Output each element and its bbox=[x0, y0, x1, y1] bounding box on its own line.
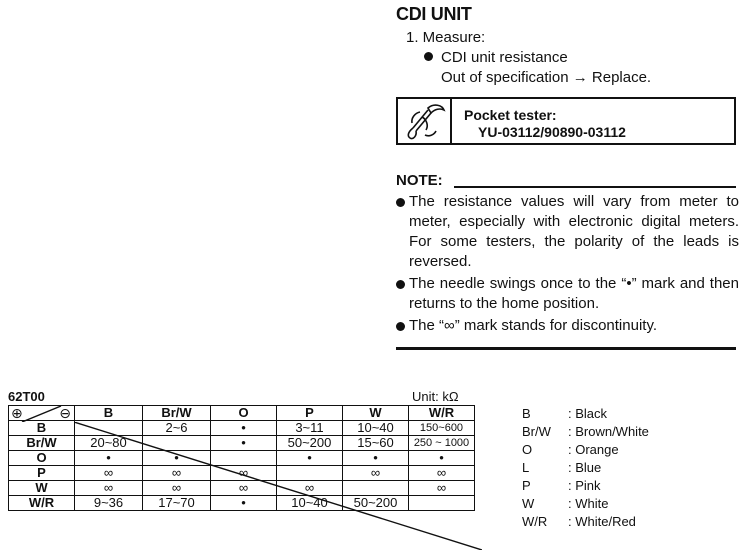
legend-item bbox=[522, 513, 649, 531]
bullet-dot-icon bbox=[396, 280, 405, 289]
legend-item bbox=[522, 459, 649, 477]
column-header: P bbox=[277, 406, 343, 421]
table-diagonal-line bbox=[74, 422, 482, 550]
column-header: W bbox=[343, 406, 409, 421]
color-legend bbox=[522, 405, 649, 531]
measure-bullet-text: CDI unit resistance bbox=[441, 49, 568, 66]
table-cell: 150~600 bbox=[409, 421, 475, 436]
legend-item bbox=[522, 495, 649, 513]
table-cell: 17~70 bbox=[143, 496, 211, 511]
table-cell: • bbox=[211, 496, 277, 511]
table-cell: 250 ~ 1000 bbox=[409, 436, 475, 451]
table-cell: • bbox=[277, 451, 343, 466]
unit-label: Unit: kΩ bbox=[412, 389, 459, 404]
note-item bbox=[396, 274, 738, 316]
bullet-dot-icon bbox=[424, 52, 433, 61]
table-cell: 2~6 bbox=[143, 421, 211, 436]
note-bottom-rule bbox=[396, 347, 736, 350]
tester-label: Pocket tester: bbox=[464, 107, 557, 123]
plus-lead-icon: ⊕ bbox=[11, 405, 23, 421]
note-divider bbox=[454, 186, 736, 188]
table-cell: 9~36 bbox=[75, 496, 143, 511]
column-header: W/R bbox=[409, 406, 475, 421]
row-header: W bbox=[9, 481, 75, 496]
table-cell: ∞ bbox=[277, 481, 343, 496]
pocket-tester-icon bbox=[398, 99, 452, 143]
section-title: CDI UNIT bbox=[396, 4, 472, 24]
minus-lead-icon: ⊖ bbox=[59, 405, 71, 421]
row-header: Br/W bbox=[9, 436, 75, 451]
table-cell: • bbox=[211, 421, 277, 436]
table-cell: • bbox=[409, 451, 475, 466]
legend-code: Br/W bbox=[522, 424, 551, 439]
table-cell: ∞ bbox=[211, 481, 277, 496]
table-cell: 10~40 bbox=[277, 496, 343, 511]
note-item-text: The needle swings once to the “•” mark and then returns to the home position. bbox=[409, 275, 739, 312]
table-cell: ∞ bbox=[409, 466, 475, 481]
table-cell: 50~200 bbox=[277, 436, 343, 451]
column-header: O bbox=[211, 406, 277, 421]
legend-code: O bbox=[522, 442, 533, 457]
table-cell: • bbox=[211, 436, 277, 451]
step-text: 1. Measure: bbox=[406, 29, 486, 46]
tester-box bbox=[396, 97, 736, 145]
legend-name: : Blue bbox=[568, 460, 602, 475]
table-header-row bbox=[9, 406, 475, 421]
table-cell: 3~11 bbox=[277, 421, 343, 436]
table-cell: 20~80 bbox=[75, 436, 143, 451]
table-cell: ∞ bbox=[409, 481, 475, 496]
table-cell: ∞ bbox=[143, 466, 211, 481]
row-header: B bbox=[9, 421, 75, 436]
polarity-cell bbox=[9, 406, 75, 421]
table-cell: 10~40 bbox=[343, 421, 409, 436]
note-item-text: The resistance values will vary from meter to meter, especially with electronic digital meters. For some testers, the polarity of the leads is reversed. bbox=[409, 193, 739, 270]
legend-code: W bbox=[522, 496, 535, 511]
note-item bbox=[396, 316, 738, 338]
column-header: B bbox=[75, 406, 143, 421]
measure-bullet bbox=[424, 49, 568, 66]
legend-item bbox=[522, 405, 649, 423]
table-cell: ∞ bbox=[343, 466, 409, 481]
legend-code: P bbox=[522, 478, 531, 493]
row-header: O bbox=[9, 451, 75, 466]
header-diagonal bbox=[9, 406, 75, 422]
model-code: 62T00 bbox=[8, 389, 45, 404]
legend-name: : White bbox=[568, 496, 609, 511]
bullet-dot-icon bbox=[396, 198, 405, 207]
legend-name: : Pink bbox=[568, 478, 601, 493]
legend-name: : Brown/White bbox=[568, 424, 649, 439]
table-cell: ∞ bbox=[75, 466, 143, 481]
legend-name: : Black bbox=[568, 406, 608, 421]
legend-item bbox=[522, 423, 649, 441]
legend-item bbox=[522, 441, 649, 459]
legend-code: L bbox=[522, 460, 530, 475]
legend-code: W/R bbox=[522, 514, 548, 529]
legend-code: B bbox=[522, 406, 531, 421]
table-cell: 15~60 bbox=[343, 436, 409, 451]
table-cell: • bbox=[143, 451, 211, 466]
column-header: Br/W bbox=[143, 406, 211, 421]
table-cell: ∞ bbox=[143, 481, 211, 496]
note-item-text: The “∞” mark stands for discontinuity. bbox=[409, 317, 657, 334]
table-cell: 50~200 bbox=[343, 496, 409, 511]
replace-instruction: Out of specification → Replace. bbox=[441, 69, 652, 86]
table-cell: • bbox=[343, 451, 409, 466]
row-header: W/R bbox=[9, 496, 75, 511]
legend-name: : Orange bbox=[568, 442, 619, 457]
note-label: NOTE: bbox=[396, 172, 443, 189]
table-cell: • bbox=[75, 451, 143, 466]
table-cell: ∞ bbox=[75, 481, 143, 496]
tester-part-number: YU-03112/90890-03112 bbox=[478, 124, 626, 140]
bullet-dot-icon bbox=[396, 322, 405, 331]
legend-item bbox=[522, 477, 649, 495]
note-item bbox=[396, 192, 738, 276]
table-cell: ∞ bbox=[211, 466, 277, 481]
row-header: P bbox=[9, 466, 75, 481]
legend-name: : White/Red bbox=[568, 514, 636, 529]
